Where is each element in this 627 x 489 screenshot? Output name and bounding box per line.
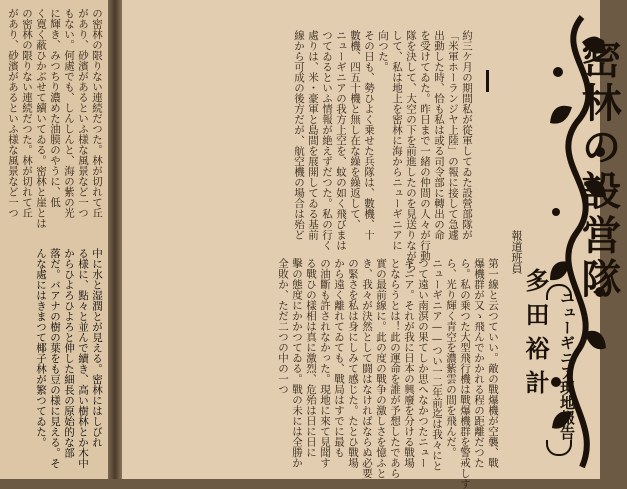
body-upper-line: その日も、勢ひよく乗せた兵隊は、數機、十 [363, 30, 375, 240]
body-lower-line: の緊さを私は身にしみて感じた。たとひ戰場 [347, 258, 359, 468]
body-upper-line: 處りは、米・豪軍と島間を展開してゐる基前 [307, 30, 319, 240]
body-upper-line: 向つた。 [377, 30, 389, 72]
book-gutter [108, 0, 122, 479]
body-upper-line: 出動した時、恰も私は或る司令部に轉出の命 [433, 30, 445, 240]
body-upper-line: して、私は地上を密林に海からニューギニアに [391, 30, 403, 251]
body-lower-line: 擊の態度にかかつてゐる。戰の未には全勝か [291, 258, 303, 468]
body-lower-line: から遠く離れてゐても、戰局はすでに最も [333, 258, 345, 458]
section-number-mark [486, 70, 489, 92]
left-line-6: の密林の限りない連続だつた。林が切れて丘 [21, 8, 33, 218]
body-lower-line: の油斷も許されなかった。現地に來て見聞す [319, 258, 331, 468]
left-lower-line: からひよろひよろと伸した細長の原始的な部 [63, 248, 75, 458]
left-upper-text [4, 8, 104, 233]
left-line-2: があり、砂濱があるといふ様な風景など一つ [77, 8, 89, 218]
body-upper-line: 約三ケ月の期間私が從軍してゐた設營部隊が [461, 30, 473, 240]
body-lower-line: 第一線と云つていい。敵の戰爆機が空襲、戰 [487, 258, 499, 468]
left-lower-line: んな處にはきまつて椰子林が繁つてゐた。 [35, 248, 47, 448]
body-upper-line: 隊を決して、大空の下を前進したのを見送りながら [405, 30, 417, 272]
left-lower-line: る様に、點々と並んで續き、高い樹林とか木中 [77, 248, 89, 469]
body-upper-line: 線から可成の後方だが、航空機の場合は殆ど [293, 30, 305, 240]
body-upper-line: 「米軍ホーランジヤ上陸」の報に接して急遽 [447, 30, 459, 240]
left-lower-text [4, 248, 104, 472]
body-lower-line: 全敗か、ただ二つの中の一つ [277, 258, 289, 395]
body-lower-line: ギニア。それが我に日本の興廢を分ける戰場 [403, 258, 415, 468]
left-lower-line: 落だ。バアナの樹の葉をも豆の様に見える。そ [49, 248, 61, 469]
body-upper-line: つてゐるといふ情報が絶えずだつた。私の行く [321, 30, 333, 251]
body-upper-block [132, 30, 474, 272]
article-title: 密林の設営隊 [575, 38, 622, 302]
body-lower-line: 實の最前線に。此の度の戰争の激しさを憶ふと [375, 258, 387, 479]
article-subtitle: ニューギニア現地報告 [558, 290, 576, 440]
left-line-3: もない。何處でも、しんしんと、海の紫の光 [63, 8, 75, 218]
body-lower-line: き、我々が決然として闘はなければならぬ必要 [361, 258, 373, 479]
author-name: 多田裕計 [521, 268, 550, 404]
left-line-5: く寛く蔽ひかぶせて續いてゐる。密林と崖とは [35, 8, 47, 229]
body-lower-line: とならうとは！此の運命を誰が予想したであら [389, 258, 401, 479]
byline-label: 報道班員 [510, 230, 523, 274]
left-lower-line: 中に水と湿潤とが見える。密林にはしびれ [91, 248, 103, 448]
left-line-4: に輝き、みつちり濃めた油膜のやうに、低 [49, 8, 61, 208]
body-lower-block [272, 258, 500, 489]
left-line-7: があり、砂濱があるといふ様な風景など一つ [7, 8, 19, 218]
body-upper-line: を受けてゐた。昨日まで一緒の仲間の人々が行動 [419, 30, 431, 261]
body-lower-line: 爆機群が又ゝ飛んでかかれる程の距離だつた [473, 258, 485, 468]
right-page [122, 0, 622, 489]
body-upper-line: ニューギニアの我方上空を、蚊の如く飛びまは [335, 30, 347, 251]
body-lower-line: ら。私の乗つた大型飛行機は戰爆機群を警戒しす [459, 258, 471, 489]
body-lower-line: ニューギニア——つい一二年前迄は我々にと [431, 258, 443, 471]
body-lower-line: る戰ひの樣相は真に激烈、危殆は日に日に [305, 258, 317, 458]
body-lower-line: つて遠い南溟の果てしか思へなかつたニュー [417, 258, 429, 468]
left-line-1: の密林の限りない連続だつた。林が切れて丘 [91, 8, 103, 218]
body-upper-line: 數機、四五十機と無し在な繰を繰返して、 [349, 30, 361, 230]
body-lower-line: ら、光り輝く青空を濃紫雲の間を飛んだ。 [445, 258, 457, 458]
